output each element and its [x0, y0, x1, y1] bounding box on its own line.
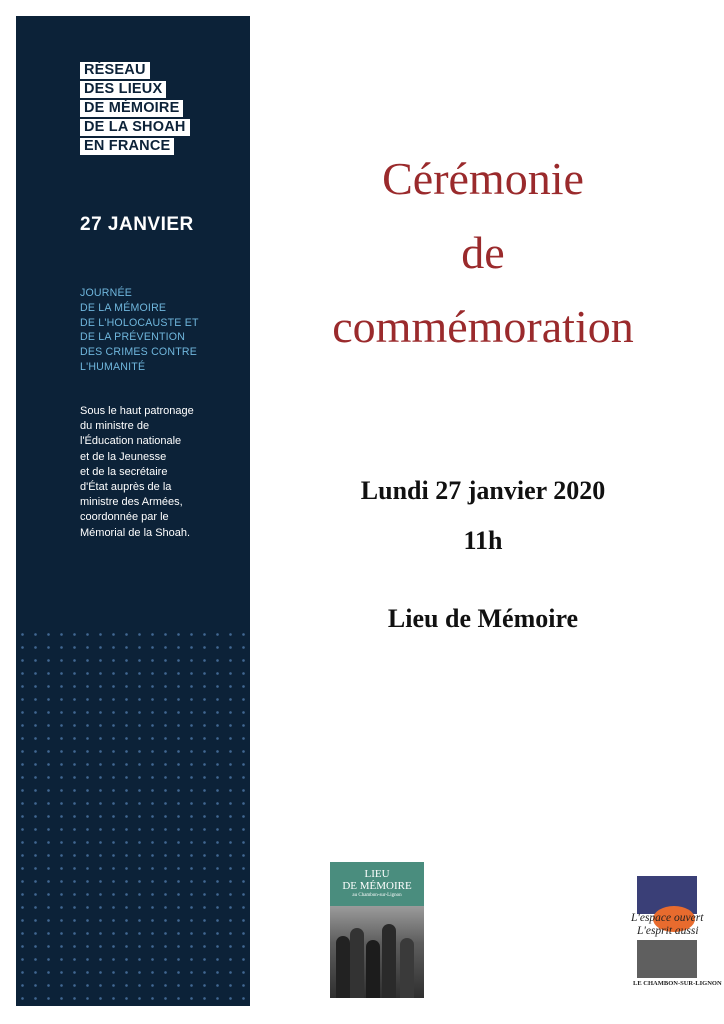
reseau-logo: [80, 62, 190, 157]
logo-gray-block: [637, 940, 697, 978]
dot-pattern: [16, 628, 250, 1006]
patronage-line: l'Éducation nationale: [80, 435, 182, 448]
lieu-logo-header: [330, 862, 424, 906]
logo-line: DE LA SHOAH: [80, 119, 190, 136]
journee-line: DES CRIMES CONTRE: [80, 346, 197, 359]
journee-line: DE LA PRÉVENTION: [80, 331, 186, 344]
logo-line: EN FRANCE: [80, 138, 174, 155]
children-photo: [330, 906, 424, 998]
journee-text: [80, 286, 199, 375]
espace-caption: LE CHAMBON-SUR-LIGNON: [633, 980, 722, 987]
lieu-logo-line: DE MÉMOIRE: [342, 880, 412, 892]
patronage-line: et de la Jeunesse: [80, 450, 167, 463]
patronage-line: du ministre de: [80, 420, 150, 433]
title-line: Cérémonie: [382, 153, 584, 204]
journee-line: L'HUMANITÉ: [80, 360, 146, 373]
journee-line: DE L'HOLOCAUSTE ET: [80, 316, 199, 329]
patronage-line: coordonnée par le: [80, 511, 169, 524]
espace-slogan-2: L'esprit aussi: [637, 925, 699, 937]
patronage-line: d'État auprès de la: [80, 481, 172, 494]
patronage-line: Sous le haut patronage: [80, 405, 194, 417]
memorial-banner: [16, 16, 250, 1006]
patronage-line: Mémorial de la Shoah.: [80, 526, 191, 539]
logo-line: RÉSEAU: [80, 62, 150, 79]
title-line: de: [461, 227, 505, 278]
event-time: 11h: [463, 526, 503, 555]
espace-slogan-1: L'espace ouvert: [631, 912, 704, 924]
patronage-line: ministre des Armées,: [80, 496, 183, 509]
journee-line: DE LA MÉMOIRE: [80, 301, 167, 314]
logo-line: DES LIEUX: [80, 81, 166, 98]
event-place: Lieu de Mémoire: [387, 604, 579, 633]
espace-ouvert-logo: [631, 876, 722, 992]
journee-line: JOURNÉE: [80, 287, 133, 299]
logo-line: DE MÉMOIRE: [80, 100, 183, 117]
title-line: commémoration: [332, 301, 634, 352]
patronage-text: [80, 404, 194, 541]
patronage-line: et de la secrétaire: [80, 465, 168, 478]
lieu-de-memoire-logo: [330, 862, 424, 998]
ceremony-title: [260, 142, 706, 364]
lieu-logo-line: LIEU: [364, 868, 390, 880]
event-date: Lundi 27 janvier 2020: [360, 476, 606, 505]
banner-date: 27 JANVIER: [80, 214, 194, 235]
lieu-logo-subtitle: au Chambon-sur-Lignon: [352, 893, 402, 898]
